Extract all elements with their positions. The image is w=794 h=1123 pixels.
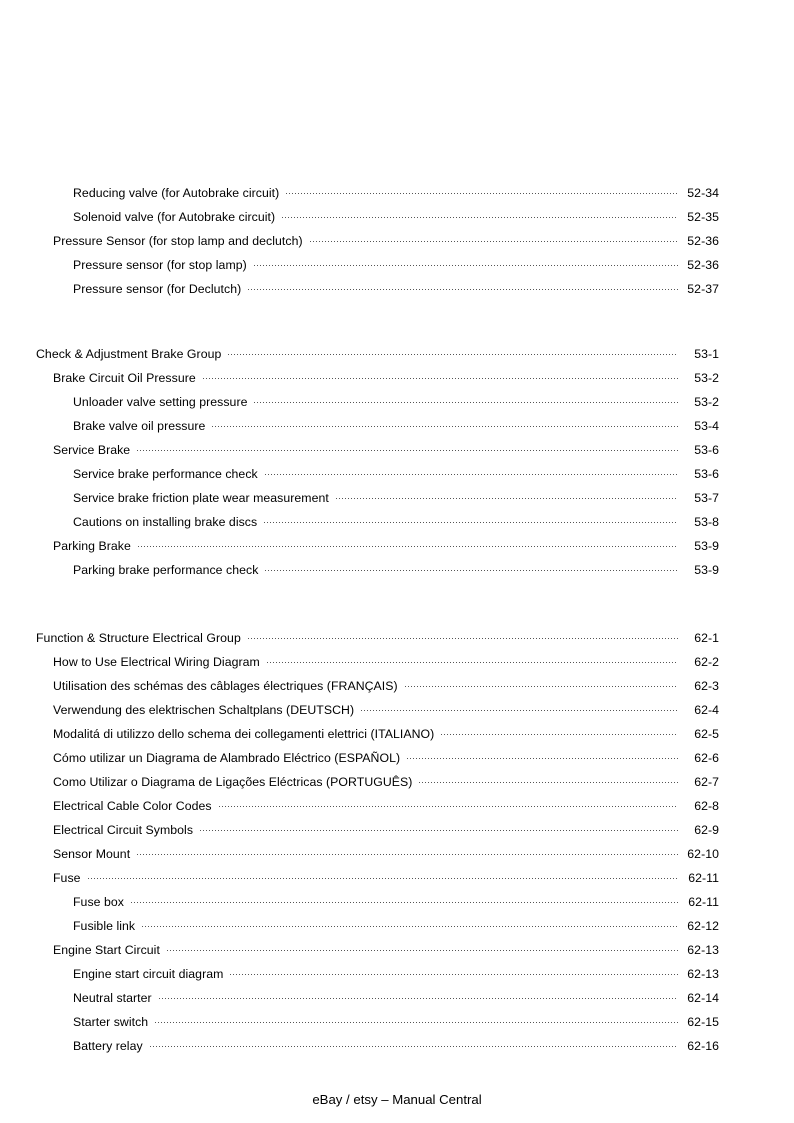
toc-entry-title: Fuse box [73, 895, 124, 909]
toc-entry-title: Brake Circuit Oil Pressure [53, 371, 196, 385]
dot-leader [136, 440, 678, 454]
toc-entry-page-number: 62-7 [694, 775, 719, 789]
toc-entry-page-number: 53-7 [694, 491, 719, 505]
dot-leader [418, 772, 678, 786]
toc-entry-title: Neutral starter [73, 991, 152, 1005]
toc-entry[interactable] [36, 1034, 719, 1058]
toc-entry[interactable] [36, 438, 719, 462]
dot-leader [149, 1036, 678, 1050]
toc-entry-page-number: 62-9 [694, 823, 719, 837]
toc-entry-page-number: 62-11 [688, 895, 719, 909]
toc-entry[interactable] [36, 938, 719, 962]
toc-entry-list [36, 181, 719, 1058]
page-footer: eBay / etsy – Manual Central [312, 1092, 482, 1107]
section-check-adjustment-brake-group [36, 342, 719, 582]
dot-leader [266, 652, 678, 666]
toc-entry-title: Electrical Cable Color Codes [53, 799, 212, 813]
dot-leader [229, 964, 678, 978]
toc-entry-page-number: 62-14 [687, 991, 719, 1005]
toc-entry[interactable] [36, 1010, 719, 1034]
toc-entry-page-number: 62-11 [688, 871, 719, 885]
toc-entry-title: Battery relay [73, 1039, 143, 1053]
section-function-structure-electrical-group [36, 626, 719, 1058]
toc-entry-page-number: 52-37 [687, 282, 719, 296]
toc-entry[interactable] [36, 986, 719, 1010]
toc-entry-title: Electrical Circuit Symbols [53, 823, 194, 837]
toc-entry[interactable] [36, 277, 719, 301]
dot-leader [218, 796, 678, 810]
toc-entry[interactable] [36, 181, 719, 205]
toc-entry-title: Fuse [53, 871, 81, 885]
dot-leader [281, 207, 678, 221]
toc-entry-title: Check & Adjustment Brake Group [36, 347, 222, 361]
toc-entry[interactable] [36, 253, 719, 277]
dot-leader [404, 676, 678, 690]
toc-entry[interactable] [36, 366, 719, 390]
toc-entry-page-number: 62-12 [687, 919, 719, 933]
dot-leader [253, 392, 678, 406]
toc-entry-title: Parking Brake [53, 539, 131, 553]
dot-leader [87, 868, 678, 882]
toc-entry-title: Fusible link [73, 919, 136, 933]
toc-entry-page-number: 62-13 [687, 967, 719, 981]
dot-leader [227, 344, 678, 358]
toc-entry[interactable] [36, 866, 719, 890]
toc-entry[interactable] [36, 746, 719, 770]
toc-entry-page-number: 52-36 [687, 234, 719, 248]
toc-entry-title: Service brake friction plate wear measurement [73, 491, 329, 505]
toc-entry-title: Reducing valve (for Autobrake circuit) [73, 186, 280, 200]
toc-entry-page-number: 53-6 [694, 443, 719, 457]
toc-entry-page-number: 52-35 [687, 210, 719, 224]
dot-leader [211, 416, 678, 430]
toc-entry-title: Service Brake [53, 443, 131, 457]
toc-entry-title: Utilisation des schémas des câblages électriques (FRANÇAIS) [53, 679, 398, 693]
toc-entry-page-number: 62-5 [694, 727, 719, 741]
dot-leader [264, 464, 678, 478]
toc-entry[interactable] [36, 626, 719, 650]
dot-leader [158, 988, 678, 1002]
toc-entry[interactable] [36, 674, 719, 698]
toc-entry-title: Cómo utilizar un Diagrama de Alambrado Eléctrico (ESPAÑOL) [53, 751, 401, 765]
dot-leader [247, 279, 678, 293]
dot-leader [199, 820, 678, 834]
toc-entry[interactable] [36, 462, 719, 486]
toc-entry[interactable] [36, 558, 719, 582]
toc-entry-title: Sensor Mount [53, 847, 131, 861]
toc-entry-page-number: 62-16 [687, 1039, 719, 1053]
dot-leader [202, 368, 678, 382]
dot-leader [309, 231, 678, 245]
toc-entry[interactable] [36, 770, 719, 794]
toc-entry[interactable] [36, 650, 719, 674]
toc-entry[interactable] [36, 414, 719, 438]
toc-entry[interactable] [36, 486, 719, 510]
toc-entry-page-number: 62-2 [694, 655, 719, 669]
toc-entry-page-number: 53-2 [694, 395, 719, 409]
toc-entry-title: Engine start circuit diagram [73, 967, 224, 981]
toc-entry[interactable] [36, 534, 719, 558]
toc-entry-title: How to Use Electrical Wiring Diagram [53, 655, 260, 669]
dot-leader [141, 916, 678, 930]
toc-entry-title: Solenoid valve (for Autobrake circuit) [73, 210, 276, 224]
toc-entry-title: Pressure sensor (for Declutch) [73, 282, 242, 296]
dot-leader [154, 1012, 678, 1026]
dot-leader [136, 844, 678, 858]
toc-entry-page-number: 62-13 [687, 943, 719, 957]
dot-leader [253, 255, 678, 269]
toc-entry[interactable] [36, 842, 719, 866]
dot-leader [406, 748, 678, 762]
toc-entry[interactable] [36, 510, 719, 534]
toc-entry-page-number: 62-4 [694, 703, 719, 717]
dot-leader [137, 536, 678, 550]
toc-entry[interactable] [36, 914, 719, 938]
toc-entry[interactable] [36, 390, 719, 414]
toc-entry[interactable] [36, 722, 719, 746]
toc-entry-page-number: 53-1 [694, 347, 719, 361]
toc-entry-title: Pressure sensor (for stop lamp) [73, 258, 247, 272]
dot-leader [285, 183, 678, 197]
toc-entry-title: Brake valve oil pressure [73, 419, 206, 433]
toc-entry-page-number: 53-4 [694, 419, 719, 433]
toc-entry-page-number: 53-2 [694, 371, 719, 385]
dot-leader [440, 724, 678, 738]
toc-entry-page-number: 52-34 [687, 186, 719, 200]
toc-entry-title: Starter switch [73, 1015, 149, 1029]
toc-entry[interactable] [36, 698, 719, 722]
toc-entry-page-number: 62-3 [694, 679, 719, 693]
toc-entry-page-number: 53-8 [694, 515, 719, 529]
toc-entry-title: Modalitá di utilizzo dello schema dei collegamenti elettrici (ITALIANO) [53, 727, 435, 741]
toc-entry[interactable] [36, 342, 719, 366]
toc-entry-title: Pressure Sensor (for stop lamp and declutch) [53, 234, 303, 248]
toc-entry-page-number: 62-15 [687, 1015, 719, 1029]
toc-entry-page-number: 52-36 [687, 258, 719, 272]
toc-entry[interactable] [36, 890, 719, 914]
toc-entry-page-number: 53-9 [694, 563, 719, 577]
toc-entry[interactable] [36, 229, 719, 253]
toc-entry-title: Engine Start Circuit [53, 943, 160, 957]
toc-entry-title: Service brake performance check [73, 467, 258, 481]
toc-entry-title: Cautions on installing brake discs [73, 515, 258, 529]
dot-leader [335, 488, 678, 502]
toc-entry-title: Verwendung des elektrischen Schaltplans (DEUTSCH) [53, 703, 355, 717]
toc-entry-page-number: 62-8 [694, 799, 719, 813]
toc-entry[interactable] [36, 794, 719, 818]
toc-entry[interactable] [36, 205, 719, 229]
dot-leader [166, 940, 678, 954]
toc-entry[interactable] [36, 818, 719, 842]
dot-leader [360, 700, 678, 714]
toc-entry-page-number: 62-10 [687, 847, 719, 861]
toc-entry-title: Function & Structure Electrical Group [36, 631, 241, 645]
section-brake-continued [36, 181, 719, 301]
toc-entry-page-number: 53-9 [694, 539, 719, 553]
dot-leader [263, 512, 678, 526]
toc-entry-page-number: 53-6 [694, 467, 719, 481]
toc-entry-title: Como Utilizar o Diagrama de Ligações Eléctricas (PORTUGUÊS) [53, 775, 413, 789]
dot-leader [130, 892, 678, 906]
toc-entry-title: Parking brake performance check [73, 563, 259, 577]
dot-leader [264, 560, 678, 574]
toc-entry-page-number: 62-6 [694, 751, 719, 765]
toc-entry-page-number: 62-1 [694, 631, 719, 645]
toc-entry-title: Unloader valve setting pressure [73, 395, 248, 409]
dot-leader [247, 628, 678, 642]
toc-entry[interactable] [36, 962, 719, 986]
